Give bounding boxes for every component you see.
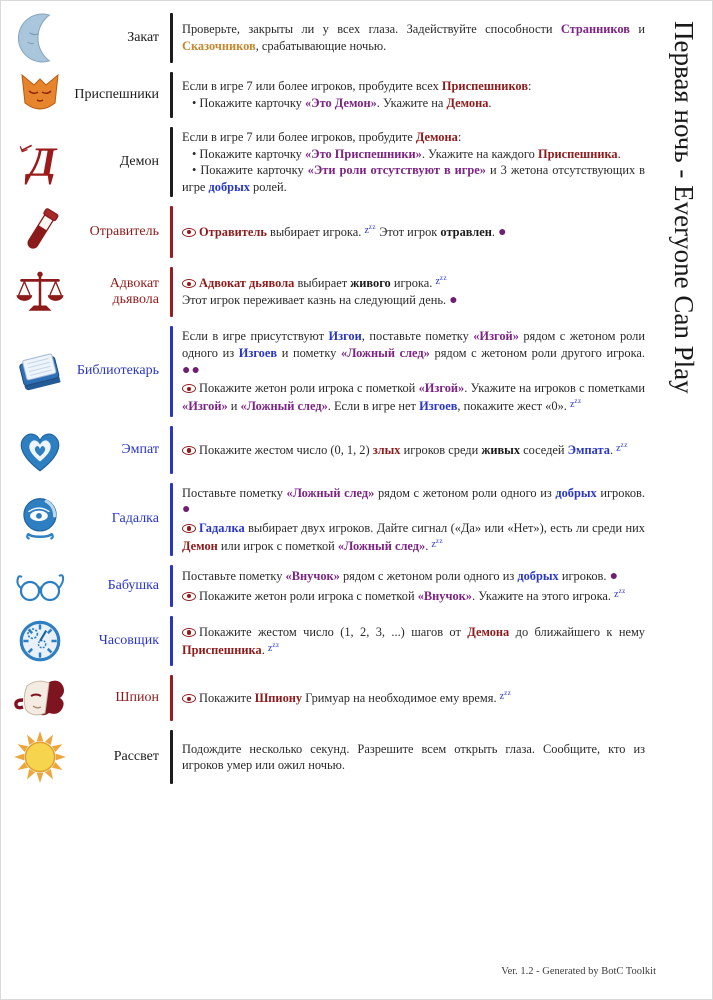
highlighted-text: Демона <box>467 625 510 640</box>
sleep-zzz-icon: zzz <box>569 397 582 411</box>
role-icon-cell <box>9 426 71 474</box>
role-label: Бабушка <box>107 578 159 594</box>
instruction-text: игрока. <box>390 276 436 291</box>
highlighted-text: Сказочников <box>182 39 256 53</box>
role-label: Закат <box>127 29 159 45</box>
instruction-line <box>182 380 645 414</box>
instruction-text: , срабатывающие ночью. <box>255 39 387 53</box>
role-icon-cell <box>9 565 71 607</box>
highlighted-text: Шпиону <box>254 691 303 706</box>
highlighted-text: «Ложный след» <box>337 538 426 553</box>
instruction-text: игроков среди <box>400 442 482 457</box>
instruction-text: Покажите жестом число (0, 1, 2) <box>199 442 373 457</box>
highlighted-text: живого <box>350 276 391 291</box>
instruction-line <box>182 95 645 112</box>
row-divider <box>170 72 173 118</box>
night-order-row <box>9 675 645 721</box>
instruction-line <box>182 129 645 146</box>
instruction-text: . <box>491 224 499 239</box>
role-label: Эмпат <box>121 441 159 457</box>
highlighted-text: «Внучок» <box>417 588 472 603</box>
role-instructions <box>182 566 645 606</box>
night-order-row <box>9 127 645 197</box>
sleep-zzz-icon: zzz <box>616 440 628 454</box>
instruction-text: Если в игре 7 или более игроков, пробудите <box>182 130 416 144</box>
role-icon-cell <box>9 206 71 258</box>
role-label: Библиотекарь <box>76 363 159 379</box>
footer-version: Ver. 1.2 - Generated by BotC Toolkit <box>501 966 656 977</box>
highlighted-text: Отравитель <box>199 224 267 239</box>
night-order-row <box>9 206 645 258</box>
instruction-text: . <box>609 442 617 457</box>
svg-text:Д: Д <box>27 138 57 185</box>
clock-icon <box>15 616 65 666</box>
demon-letter-icon <box>15 136 65 188</box>
row-divider <box>170 483 173 557</box>
instruction-text: игроков. <box>596 485 645 500</box>
role-label: Приспешники <box>74 86 159 102</box>
instruction-line <box>182 485 645 520</box>
eye-icon <box>182 446 196 455</box>
night-order-row <box>9 267 645 317</box>
highlighted-text: «Ложный след» <box>286 485 375 500</box>
instruction-text: • Покажите карточку <box>192 96 305 110</box>
instruction-text: выбирает двух игроков. Дайте сигнал («Да» или «Нет»), есть ли среди них <box>244 520 645 535</box>
highlighted-text: Странников <box>560 22 630 37</box>
instruction-text: , поставьте пометку <box>361 329 474 344</box>
instruction-text: Подождите несколько секунд. Разрешите всем открыть глаза. Сообщите, кто из игроков умер или ожил ночью. <box>182 741 645 773</box>
instruction-text: Проверьте, закрыты ли у всех глаза. Задействуйте способности <box>182 22 561 37</box>
eye-icon <box>182 592 196 601</box>
sleep-zzz-icon: zzz <box>614 586 626 600</box>
heart-icon <box>15 426 65 474</box>
instruction-text: . <box>617 146 621 161</box>
instruction-text: до ближайшего к нему <box>509 625 645 640</box>
role-instructions <box>182 127 645 197</box>
sleep-zzz-icon: zzz <box>267 640 280 654</box>
role-icon-cell <box>9 13 71 63</box>
highlighted-text: живых <box>481 442 521 457</box>
reminder-token-dot: ● <box>449 292 459 308</box>
instruction-text: рядом с жетоном роли одного из <box>339 569 518 584</box>
reminder-token-dot: ● <box>182 502 192 518</box>
eye-icon <box>182 228 196 237</box>
eye-icon <box>182 524 196 533</box>
night-order-row <box>9 426 645 474</box>
role-label: Демон <box>119 154 159 170</box>
instruction-text: рядом с жетоном роли одного из <box>182 329 645 361</box>
instruction-line <box>182 741 645 774</box>
instruction-text: . Укажите на <box>376 96 447 110</box>
instruction-line <box>182 274 645 292</box>
highlighted-text: злых <box>372 442 401 457</box>
instruction-text: . <box>261 642 268 657</box>
highlighted-text: Демона <box>446 96 489 110</box>
night-order-row <box>9 13 645 63</box>
highlighted-text: «Внучок» <box>285 569 340 584</box>
highlighted-text: «Ложный след» <box>240 399 328 414</box>
highlighted-text: Эмпата <box>567 442 610 457</box>
role-instructions <box>182 326 645 416</box>
row-divider <box>170 127 173 197</box>
instruction-text: Поставьте пометку <box>182 569 286 584</box>
eye-icon <box>182 694 196 703</box>
highlighted-text: «Изгой» <box>182 399 228 414</box>
instruction-text: Поставьте пометку <box>182 485 287 500</box>
instruction-text: • Покажите карточку <box>192 163 308 178</box>
instruction-text: и <box>629 22 645 37</box>
highlighted-text: Приспешника <box>537 146 618 161</box>
highlighted-text: «Эти роли отсутствуют в игре» <box>307 163 487 178</box>
role-label: Адвокат дьявола <box>109 276 159 308</box>
instruction-text: и пометку <box>277 346 342 361</box>
role-label: Часовщик <box>98 633 159 649</box>
role-label: Отравитель <box>89 224 159 240</box>
instruction-line <box>182 328 645 380</box>
instruction-text: выбирает игрока. <box>266 224 365 239</box>
instruction-line <box>182 292 645 311</box>
night-order-row <box>9 483 645 557</box>
role-instructions <box>182 439 645 461</box>
instruction-text: . Укажите на каждого <box>421 146 538 161</box>
instruction-text: Если в игре 7 или более игроков, пробудите всех <box>182 79 442 94</box>
row-divider <box>170 206 173 258</box>
instruction-text: : <box>528 79 532 94</box>
reminder-token-dot: ● <box>609 569 620 585</box>
role-icon-cell <box>9 267 71 317</box>
instruction-text: Покажите жетон роли игрока с пометкой <box>199 588 418 603</box>
instruction-line <box>182 568 645 587</box>
highlighted-text: добрых <box>555 485 597 500</box>
night-order-row <box>9 730 645 784</box>
row-divider <box>170 13 173 63</box>
role-instructions <box>182 19 645 56</box>
highlighted-text: Изгоев <box>419 399 458 414</box>
role-instructions <box>182 622 645 660</box>
row-divider <box>170 675 173 721</box>
instruction-text: Покажите жетон роли игрока с пометкой <box>199 381 419 396</box>
highlighted-text: Демон <box>182 538 218 553</box>
reminder-token-dot: ●● <box>182 362 201 378</box>
instruction-text: . Укажите на игроков с пометками <box>464 381 645 396</box>
instruction-text: . <box>488 96 492 110</box>
instruction-text: Покажите <box>199 691 255 706</box>
highlighted-text: «Изгой» <box>473 329 519 344</box>
role-icon-cell <box>9 136 71 188</box>
role-icon-cell <box>9 616 71 666</box>
highlighted-text: добрых <box>208 179 250 194</box>
instruction-line <box>182 689 645 707</box>
eye-icon <box>182 628 196 637</box>
moon-icon <box>15 13 65 63</box>
role-instructions <box>182 221 645 245</box>
crystal-ball-icon <box>15 494 65 544</box>
instruction-line <box>182 520 645 554</box>
highlighted-text: Изгоев <box>238 346 278 361</box>
highlighted-text: Гадалка <box>199 520 245 535</box>
row-divider <box>170 616 173 666</box>
instruction-text: Если в игре присутствуют <box>182 329 329 344</box>
role-icon-cell <box>9 730 71 784</box>
highlighted-text: «Ложный след» <box>341 346 430 361</box>
role-icon-cell <box>9 494 71 544</box>
sleep-zzz-icon: zzz <box>435 274 448 288</box>
instruction-text: рядом с жетоном роли другого игрока. <box>429 346 646 361</box>
highlighted-text: Приспешника <box>182 642 262 657</box>
row-divider <box>170 426 173 474</box>
highlighted-text: «Это Приспешники» <box>304 146 422 161</box>
role-label: Гадалка <box>111 511 159 527</box>
eye-icon <box>182 384 196 393</box>
instruction-text: . <box>425 538 432 553</box>
role-label: Шпион <box>115 690 159 706</box>
instruction-text: выбирает <box>294 276 351 291</box>
instruction-line <box>182 587 645 605</box>
instruction-text: рядом с жетоном роли одного из <box>374 485 556 500</box>
role-icon-cell <box>9 72 71 118</box>
sleep-zzz-icon: zzz <box>364 222 377 236</box>
instruction-text: , покажите жест «0». <box>457 399 570 414</box>
sleep-zzz-icon: zzz <box>499 689 512 703</box>
row-divider <box>170 267 173 317</box>
highlighted-text: Адвокат дьявола <box>199 276 295 291</box>
reminder-token-dot: ● <box>498 224 508 240</box>
highlighted-text: отравлен <box>440 224 492 239</box>
page-title: Первая ночь - Everyone Can Play <box>669 21 699 394</box>
spy-mask-icon <box>13 675 67 721</box>
row-divider <box>170 326 173 416</box>
instruction-text: ролей. <box>249 179 287 194</box>
glasses-icon <box>13 565 67 607</box>
highlighted-text: «Изгой» <box>418 381 465 396</box>
instruction-text: Гримуар на необходимое ему время. <box>302 691 500 706</box>
instruction-line <box>182 624 645 658</box>
night-order-row <box>9 616 645 666</box>
role-instructions <box>182 483 645 557</box>
night-order-list <box>9 13 645 793</box>
instruction-text: . Укажите на этого игрока. <box>472 588 615 603</box>
scales-icon <box>15 267 65 317</box>
instruction-text: Этот игрок <box>376 224 441 239</box>
role-label: Рассвет <box>113 749 159 765</box>
instruction-line <box>182 21 645 54</box>
night-order-row <box>9 565 645 607</box>
instruction-text: • Покажите карточку <box>192 146 305 161</box>
minion-mask-icon <box>16 72 64 118</box>
night-order-row <box>9 72 645 118</box>
highlighted-text: Демона <box>415 130 458 144</box>
instruction-line <box>182 162 645 195</box>
instruction-text: : <box>457 130 462 144</box>
night-order-row <box>9 326 645 416</box>
role-instructions <box>182 687 645 709</box>
row-divider <box>170 565 173 607</box>
row-divider <box>170 730 173 784</box>
role-instructions <box>182 739 645 776</box>
vial-icon <box>16 206 64 258</box>
highlighted-text: Изгои <box>328 329 362 344</box>
sleep-zzz-icon: zzz <box>431 536 444 550</box>
instruction-text: или игрок с пометкой <box>217 538 338 553</box>
highlighted-text: Приспешников <box>441 79 529 94</box>
instruction-text: и 3 жетона отсутствующих в игре <box>182 163 645 194</box>
instruction-text: и <box>227 399 241 414</box>
instruction-text: соседей <box>520 442 568 457</box>
instruction-text: . Если в игре нет <box>327 399 420 414</box>
highlighted-text: добрых <box>517 569 559 584</box>
role-icon-cell <box>9 675 71 721</box>
role-instructions <box>182 76 645 113</box>
instruction-line <box>182 146 645 163</box>
sun-icon <box>13 730 67 784</box>
instruction-line <box>182 441 645 459</box>
role-icon-cell <box>9 348 71 396</box>
eye-icon <box>182 279 196 288</box>
instruction-text: Покажите жестом число (1, 2, 3, ...) шагов от <box>199 625 468 640</box>
instruction-line <box>182 223 645 243</box>
instruction-line <box>182 78 645 95</box>
instruction-text: игроков. <box>558 569 610 584</box>
role-instructions <box>182 272 645 312</box>
book-icon <box>14 348 66 396</box>
instruction-text: Этот игрок переживает казнь на следующий день. <box>182 292 450 307</box>
highlighted-text: «Это Демон» <box>304 96 377 110</box>
